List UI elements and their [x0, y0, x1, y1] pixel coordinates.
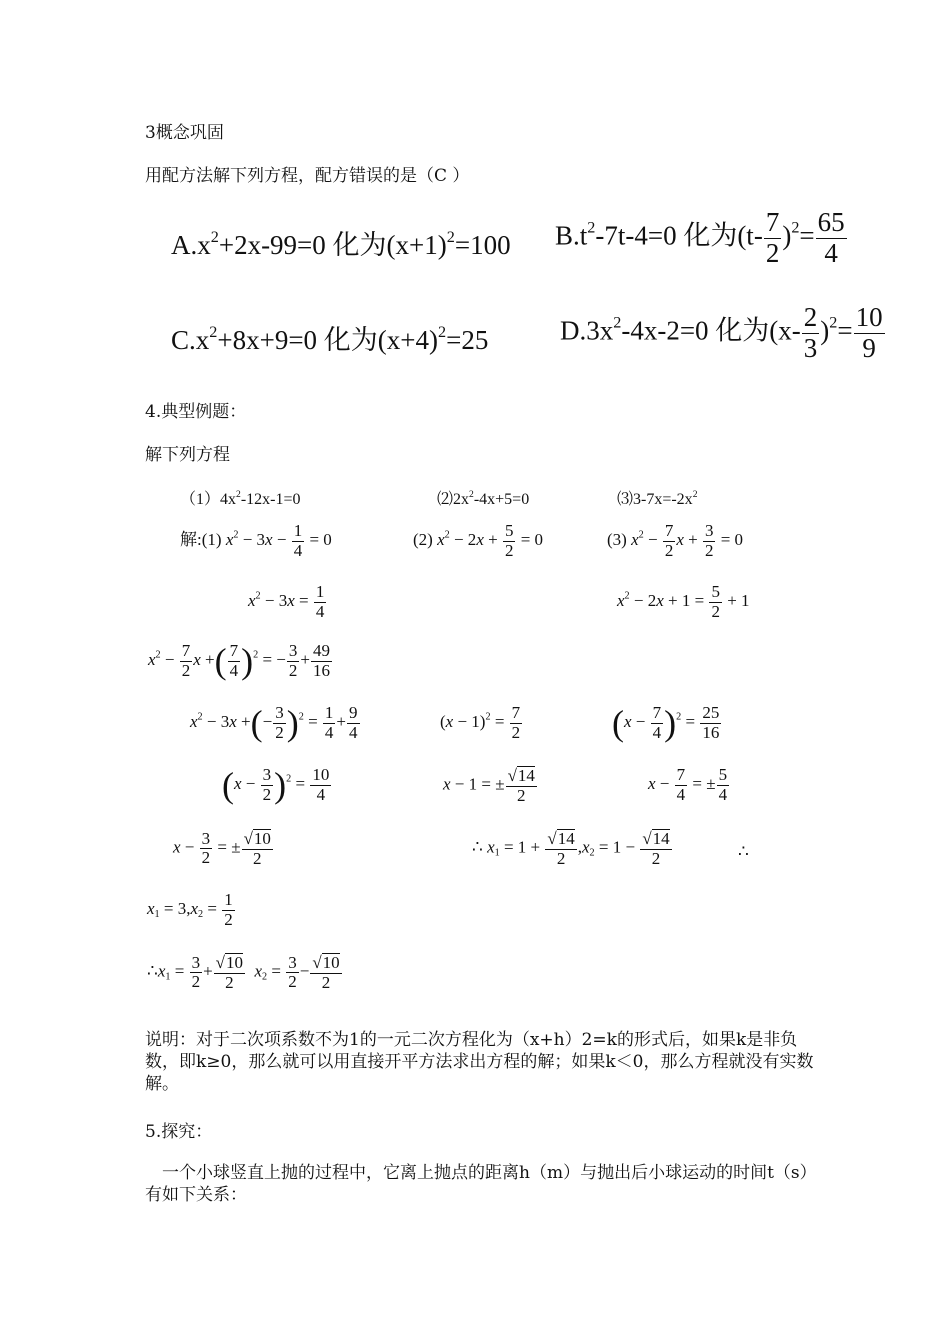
solution-1-step-2: $x^2 - 3x$ = $\frac{1}{4}$: [248, 582, 325, 621]
solution-3-step-1: (3) $x^2$ − $\frac{7}{2}$ x + $\frac{3}{2}$ = 0: [607, 521, 744, 560]
solution-2-step-2: $x^2 - 2x + 1$ = $\frac{5}{2}$ + 1: [617, 582, 750, 621]
equation-3: $⑶3-7x=-2x^2$: [617, 488, 698, 508]
choice-a: $A.x^2+2x-99=0$ 化为$(x+1)^2=100$: [171, 227, 511, 260]
equation-2: $⑵2x^2-4x+5=0$: [437, 488, 530, 508]
therefore-symbol: ∴: [738, 842, 749, 861]
solution-1-step-4: (x − $\frac{3}{2}$ )$^2$ = $\frac{10}{4}$: [222, 765, 330, 806]
choice-c: $C.x^2+8x+9=0$ 化为$(x+4)^2=25$: [171, 322, 489, 355]
solution-2-step-4: x − 1 = ± $\frac{√14}{2}$: [443, 766, 535, 805]
equation-1: $(1)4x^2-12x-1=0$: [180, 488, 301, 508]
section-3-heading: 3概念巩固: [145, 123, 224, 143]
choice-d: $D.3x^2-4x-2=0$ 化为(x- $\frac{2}{3}$ )$^2$= $\frac{10}{9}$: [560, 302, 883, 363]
solution-3-step-3: (x − $\frac{7}{4}$ )$^2$ = $\frac{25}{16}$: [612, 703, 720, 744]
section-4-sub: 解下列方程: [145, 445, 230, 465]
choice-b: $B.t^2-7t-4=0$ 化为(t- $\frac{7}{2}$ )$^2$= $\frac{65}{4}$: [555, 207, 845, 268]
solution-2-result: ∴ $x_1 = 1$ + $\frac{√14}{2}$ $,x_2 = 1$ − $\frac{√14}{2}$: [472, 829, 670, 868]
question-text: 用配方法解下列方程，配方错误的是（C ）: [145, 166, 470, 186]
solution-3-step-2: $x^2$ − $\frac{7}{2}$ x +( $\frac{7}{4}$ )$^2$ = − $\frac{3}{2}$ + $\frac{49}{16}$: [148, 641, 330, 682]
section-5-text: 一个小球竖直上抛的过程中，它离上抛点的距离h（m）与抛出后小球运动的时间t（s）有如下关系：: [145, 1163, 809, 1205]
solution-3-step-4: x − $\frac{7}{4}$ = ± $\frac{5}{4}$: [648, 765, 728, 804]
section-5-heading: 5.探究：: [145, 1122, 213, 1142]
note-paragraph: 说明：对于二次项系数不为1的一元二次方程化为（x+h）2=k的形式后，如果k是非负数，即k≥0，那么就可以用直接开平方法求出方程的解；如果k＜0，那么方程就没有实数解。: [145, 1030, 814, 1094]
solution-1-step-3: $x^2 - 3x$ +(− $\frac{3}{2}$ )$^2$ = $\frac{1}{4}$ + $\frac{9}{4}$: [190, 703, 358, 744]
solution-2-step-1: (2) $x^2 - 2x$ + $\frac{5}{2}$ = 0: [413, 521, 544, 560]
solution-2-step-3: $(x - 1)^2$ = $\frac{7}{2}$: [440, 703, 521, 742]
solution-3-result: $x_1 = 3,x_2$ = $\frac{1}{2}$: [147, 890, 233, 929]
solution-1-step-5: x − $\frac{3}{2}$ = ± $\frac{√10}{2}$: [173, 828, 271, 868]
solution-1-step-1: 解:(1) $x^2 - 3x$ − $\frac{1}{4}$ = 0: [180, 521, 332, 560]
solution-1-result: $\therefore x_1$ = $\frac{3}{2}$ + $\frac{√10}{2}$ $x_2$ = $\frac{3}{2}$ − $\frac{√10}{2}$: [147, 952, 340, 992]
section-4-heading: 4.典型例题：: [145, 402, 247, 422]
